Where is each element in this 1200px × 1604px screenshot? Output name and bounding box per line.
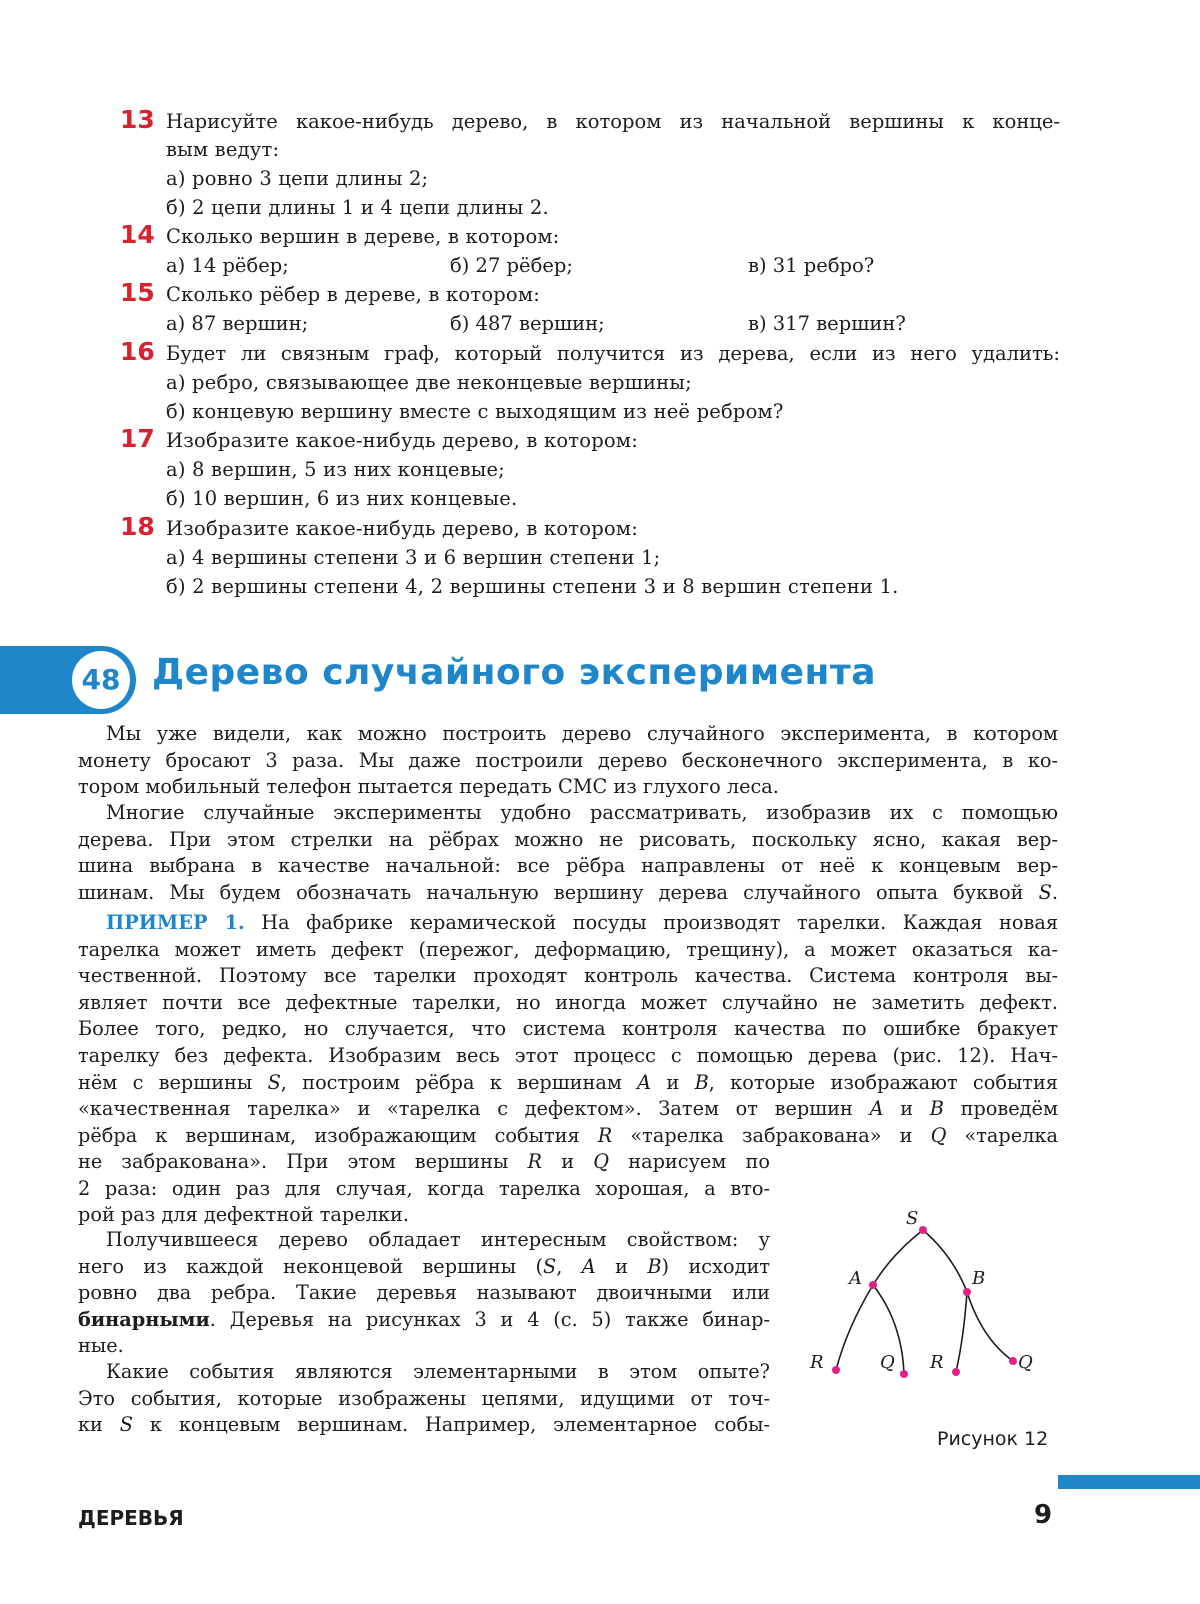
example-1-continued bbox=[78, 1149, 770, 1229]
exercise-part-c: в) 317 вершин? bbox=[748, 312, 906, 335]
tree-edges bbox=[836, 1230, 1013, 1374]
label-Q1: Q bbox=[880, 1352, 895, 1373]
exercise-text: Сколько рёбер в дереве, в котором: bbox=[166, 283, 541, 306]
example-label: ПРИМЕР 1. bbox=[106, 911, 245, 934]
exercise-part-a: а) 87 вершин; bbox=[166, 312, 309, 335]
label-A: A bbox=[849, 1268, 862, 1289]
text-line: Получившееся дерево обладает интересным свойством: у bbox=[106, 1228, 770, 1251]
exercise-text: вым ведут: bbox=[166, 138, 280, 161]
label-R1: R bbox=[810, 1352, 824, 1373]
text-line: ровно два ребра. Такие деревья называют двоичными или bbox=[78, 1281, 770, 1305]
exercise-number: 14 bbox=[120, 220, 155, 249]
text-line: Мы уже видели, как можно построить дерево случайного эксперимента, в котором bbox=[106, 722, 1058, 745]
edge-A-R bbox=[836, 1285, 873, 1370]
paragraph-1 bbox=[78, 721, 1058, 801]
vertex-R1 bbox=[832, 1366, 840, 1374]
chapter-title: ДЕРЕВЬЯ bbox=[78, 1506, 184, 1530]
section-title: Дерево случайного эксперимента bbox=[152, 652, 877, 693]
text-line: шина выбрана в качестве начальной: все рёбра направлены от неё к концевым вер- bbox=[78, 854, 1058, 878]
text-line: ные. bbox=[78, 1334, 124, 1358]
exercise-number: 17 bbox=[120, 424, 155, 453]
text-line: 2 раза: один раз для случая, когда тарелка хорошая, а вто- bbox=[78, 1176, 770, 1200]
exercise-part-a: а) ровно 3 цепи длины 2; bbox=[166, 167, 429, 190]
vertex-Q2 bbox=[1009, 1357, 1017, 1365]
vertex-B bbox=[963, 1288, 971, 1296]
exercise-text: Изобразите какое-нибудь дерево, в котором: bbox=[166, 429, 638, 452]
text-line: чественной. Поэтому все тарелки проходят контроль качества. Система контроля вы- bbox=[78, 964, 1058, 988]
text-line: рой раз для дефектной тарелки. bbox=[78, 1203, 409, 1227]
text-line: не забракована». При этом вершины R и Q нарисуем по bbox=[78, 1150, 770, 1173]
vertex-S bbox=[919, 1226, 927, 1234]
text-line: тором мобильный телефон пытается передать СМС из глухого леса. bbox=[78, 775, 779, 799]
text-line: Более того, редко, но случается, что система контроля качества по ошибке бракует bbox=[78, 1017, 1058, 1041]
vertex-Q1 bbox=[900, 1370, 908, 1378]
label-Q2: Q bbox=[1018, 1352, 1033, 1373]
edge-B-Q bbox=[967, 1292, 1013, 1361]
exercise-part-b: б) концевую вершину вместе с выходящим из неё ребром? bbox=[166, 400, 784, 423]
edge-B-R bbox=[956, 1292, 967, 1372]
exercise-number: 16 bbox=[120, 337, 155, 366]
text-line: нём с вершины S, построим рёбра к вершинам A и B, которые изображают события bbox=[78, 1070, 1058, 1094]
exercise-part-a: а) 8 вершин, 5 из них концевые; bbox=[166, 458, 505, 481]
exercise-part-a: а) 4 вершины степени 3 и 6 вершин степени 1; bbox=[166, 546, 661, 569]
exercise-part-b: б) 2 вершины степени 4, 2 вершины степени 3 и 8 вершин степени 1. bbox=[166, 575, 899, 598]
vertex-A bbox=[869, 1281, 877, 1289]
text-line: рёбра к вершинам, изображающим события R «тарелка забракована» и Q «тарелка bbox=[78, 1123, 1058, 1147]
exercise-text: Сколько вершин в дереве, в котором: bbox=[166, 225, 560, 248]
text-line: бинарными. Деревья на рисунках 3 и 4 (с. 5) также бинар- bbox=[78, 1307, 770, 1331]
text-line: Это события, которые изображены цепями, идущими от точ- bbox=[78, 1386, 770, 1410]
section-number: 48 bbox=[72, 651, 130, 709]
text-line: ки S к концевым вершинам. Например, элементарное собы- bbox=[78, 1413, 770, 1437]
exercise-text: Нарисуйте какое-нибудь дерево, в котором из начальной вершины к конце- bbox=[166, 110, 1060, 133]
exercise-text: Будет ли связным граф, который получится из дерева, если из него удалить: bbox=[166, 342, 1060, 365]
text-line: дерева. При этом стрелки на рёбрах можно не рисовать, поскольку ясно, какая вер- bbox=[78, 827, 1058, 851]
figure-caption: Рисунок 12 bbox=[937, 1428, 1049, 1450]
text-line: Многие случайные эксперименты удобно рассматривать, изобразив их с помощью bbox=[106, 801, 1058, 824]
page-number: 9 bbox=[1034, 1500, 1053, 1530]
exercise-number: 13 bbox=[120, 105, 155, 134]
label-S: S bbox=[906, 1208, 919, 1229]
paragraph-2 bbox=[78, 800, 1058, 906]
edge-S-A bbox=[873, 1230, 923, 1285]
text-line: являет почти все дефектные тарелки, но иногда может случайно не заметить дефект. bbox=[78, 990, 1058, 1014]
text-line: ПРИМЕР 1. На фабрике керамической посуды производят тарелки. Каждая новая bbox=[106, 911, 1058, 934]
text-line: «качественная тарелка» и «тарелка с дефектом». Затем от вершин A и B проведём bbox=[78, 1097, 1058, 1121]
example-1 bbox=[78, 910, 1058, 1149]
text-line: него из каждой неконцевой вершины (S, A и B) исходит bbox=[78, 1254, 770, 1278]
exercise-part-c: в) 31 ребро? bbox=[748, 254, 875, 277]
exercise-text: Изобразите какое-нибудь дерево, в котором: bbox=[166, 517, 638, 540]
paragraph-4 bbox=[78, 1227, 770, 1360]
vertex-R2 bbox=[952, 1368, 960, 1376]
text-line: шинам. Мы будем обозначать начальную вершину дерева случайного опыта буквой S. bbox=[78, 880, 1058, 904]
label-B: B bbox=[972, 1268, 986, 1289]
exercise-part-a: а) 14 рёбер; bbox=[166, 254, 289, 277]
edge-S-B bbox=[923, 1230, 967, 1292]
exercise-number: 15 bbox=[120, 278, 155, 307]
exercise-part-b: б) 10 вершин, 6 из них концевые. bbox=[166, 487, 518, 510]
exercise-part-b: б) 2 цепи длины 1 и 4 цепи длины 2. bbox=[166, 196, 549, 219]
footer-accent-bar bbox=[1058, 1475, 1200, 1489]
text-line: тарелку без дефекта. Изобразим весь этот процесс с помощью дерева (рис. 12). Нач- bbox=[78, 1043, 1058, 1067]
exercise-part-b: б) 27 рёбер; bbox=[450, 254, 573, 277]
exercise-part-b: б) 487 вершин; bbox=[450, 312, 605, 335]
text-line: монету бросают 3 раза. Мы даже построили дерево бесконечного эксперимента, в ко- bbox=[78, 748, 1058, 772]
text-line: Какие события являются элементарными в этом опыте? bbox=[106, 1360, 770, 1383]
exercise-part-a: а) ребро, связывающее две неконцевые вершины; bbox=[166, 371, 692, 394]
paragraph-5 bbox=[78, 1359, 770, 1439]
label-R2: R bbox=[930, 1352, 944, 1373]
exercise-number: 18 bbox=[120, 512, 155, 541]
text-line: тарелка может иметь дефект (пережог, деформацию, трещину), а может оказаться ка- bbox=[78, 937, 1058, 961]
term-binary: бинарными bbox=[78, 1307, 210, 1331]
